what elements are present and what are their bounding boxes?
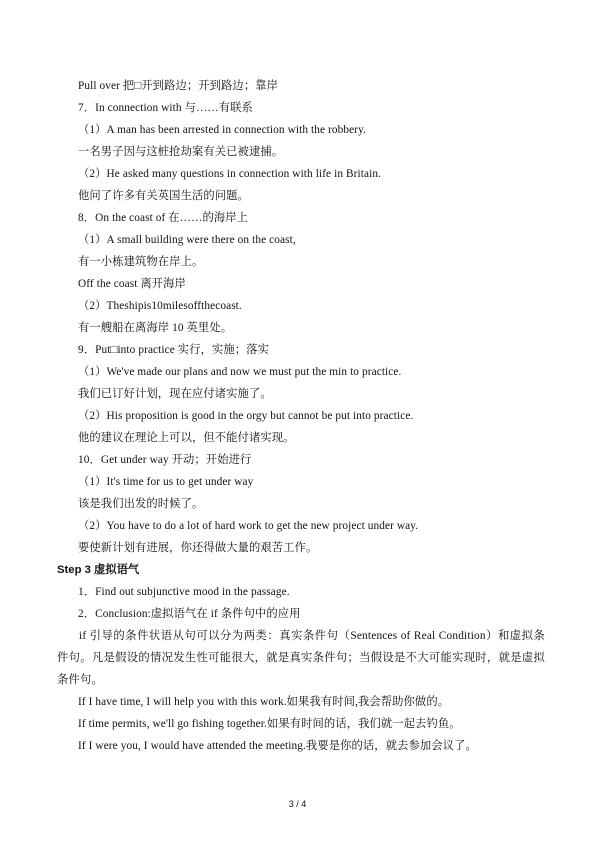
- example-sentence: （2）He asked many questions in connection with life in Britain.: [78, 168, 382, 180]
- example-sentence: （1）A man has been arrested in connection with the robbery.: [78, 124, 367, 136]
- item-heading: 10．Get under way 开动；开始进行: [78, 454, 252, 466]
- item-heading: 8．On the coast of 在……的海岸上: [78, 212, 249, 224]
- example-sentence: （1）A small building were there on the coast,: [78, 234, 296, 246]
- translation-line: 有一艘船在离海岸 10 英里处。: [78, 322, 233, 334]
- step3-heading: Step 3 虚拟语气: [57, 564, 140, 576]
- example-sentence: （2）Theshipis10milesoffthecoast.: [78, 300, 242, 312]
- example-sentence: （1）It's time for us to get under way: [78, 476, 254, 488]
- translation-line: 我们已订好计划，现在应付诸实施了。: [78, 388, 272, 400]
- item-heading: 7．In connection with 与……有联系: [78, 102, 253, 114]
- step3-paragraph: if 引导的条件状语从句可以分为两类：真实条件句（Sentences of Real Condition）和虚拟条件句。凡是假设的情况发生性可能很大，就是真实条件句；当假设是不大可能实现时，就是虚拟条件句。: [57, 630, 545, 686]
- translation-line: 他问了许多有关英国生活的问题。: [78, 190, 249, 202]
- page-number: 3 / 4: [288, 799, 307, 809]
- translation-line: 一名男子因与这桩抢劫案有关已被逮捕。: [78, 146, 284, 158]
- translation-line: 该是我们出发的时候了。: [78, 498, 204, 510]
- item-heading: 9．Put□into practice 实行，实施；落实: [78, 344, 269, 356]
- text-line: Pull over 把□开到路边；开到路边；靠岸: [78, 80, 279, 92]
- translation-line: 他的建议在理论上可以，但不能付诸实现。: [78, 432, 295, 444]
- example-sentence: （1）We've made our plans and now we must put the min to practice.: [78, 366, 402, 378]
- conditional-example: If time permits, we'll go fishing together.如果有时间的话，我们就一起去钓鱼。: [78, 718, 461, 730]
- text-line: Off the coast 离开海岸: [78, 278, 186, 290]
- example-sentence: （2）You have to do a lot of hard work to get the new project under way.: [78, 520, 419, 532]
- conditional-example: If I have time, I will help you with this work.如果我有时间,我会帮助你做的。: [78, 696, 450, 708]
- example-sentence: （2）His proposition is good in the orgy but cannot be put into practice.: [78, 410, 414, 422]
- step3-item: 2．Conclusion:虚拟语气在 if 条件句中的应用: [78, 608, 301, 620]
- translation-line: 要使新计划有进展，你还得做大量的艰苦工作。: [78, 542, 318, 554]
- translation-line: 有一小栋建筑物在岸上。: [78, 256, 204, 268]
- step3-item: 1．Find out subjunctive mood in the passage.: [78, 586, 290, 598]
- conditional-example: If I were you, I would have attended the meeting.我要是你的话，就去参加会议了。: [78, 740, 477, 752]
